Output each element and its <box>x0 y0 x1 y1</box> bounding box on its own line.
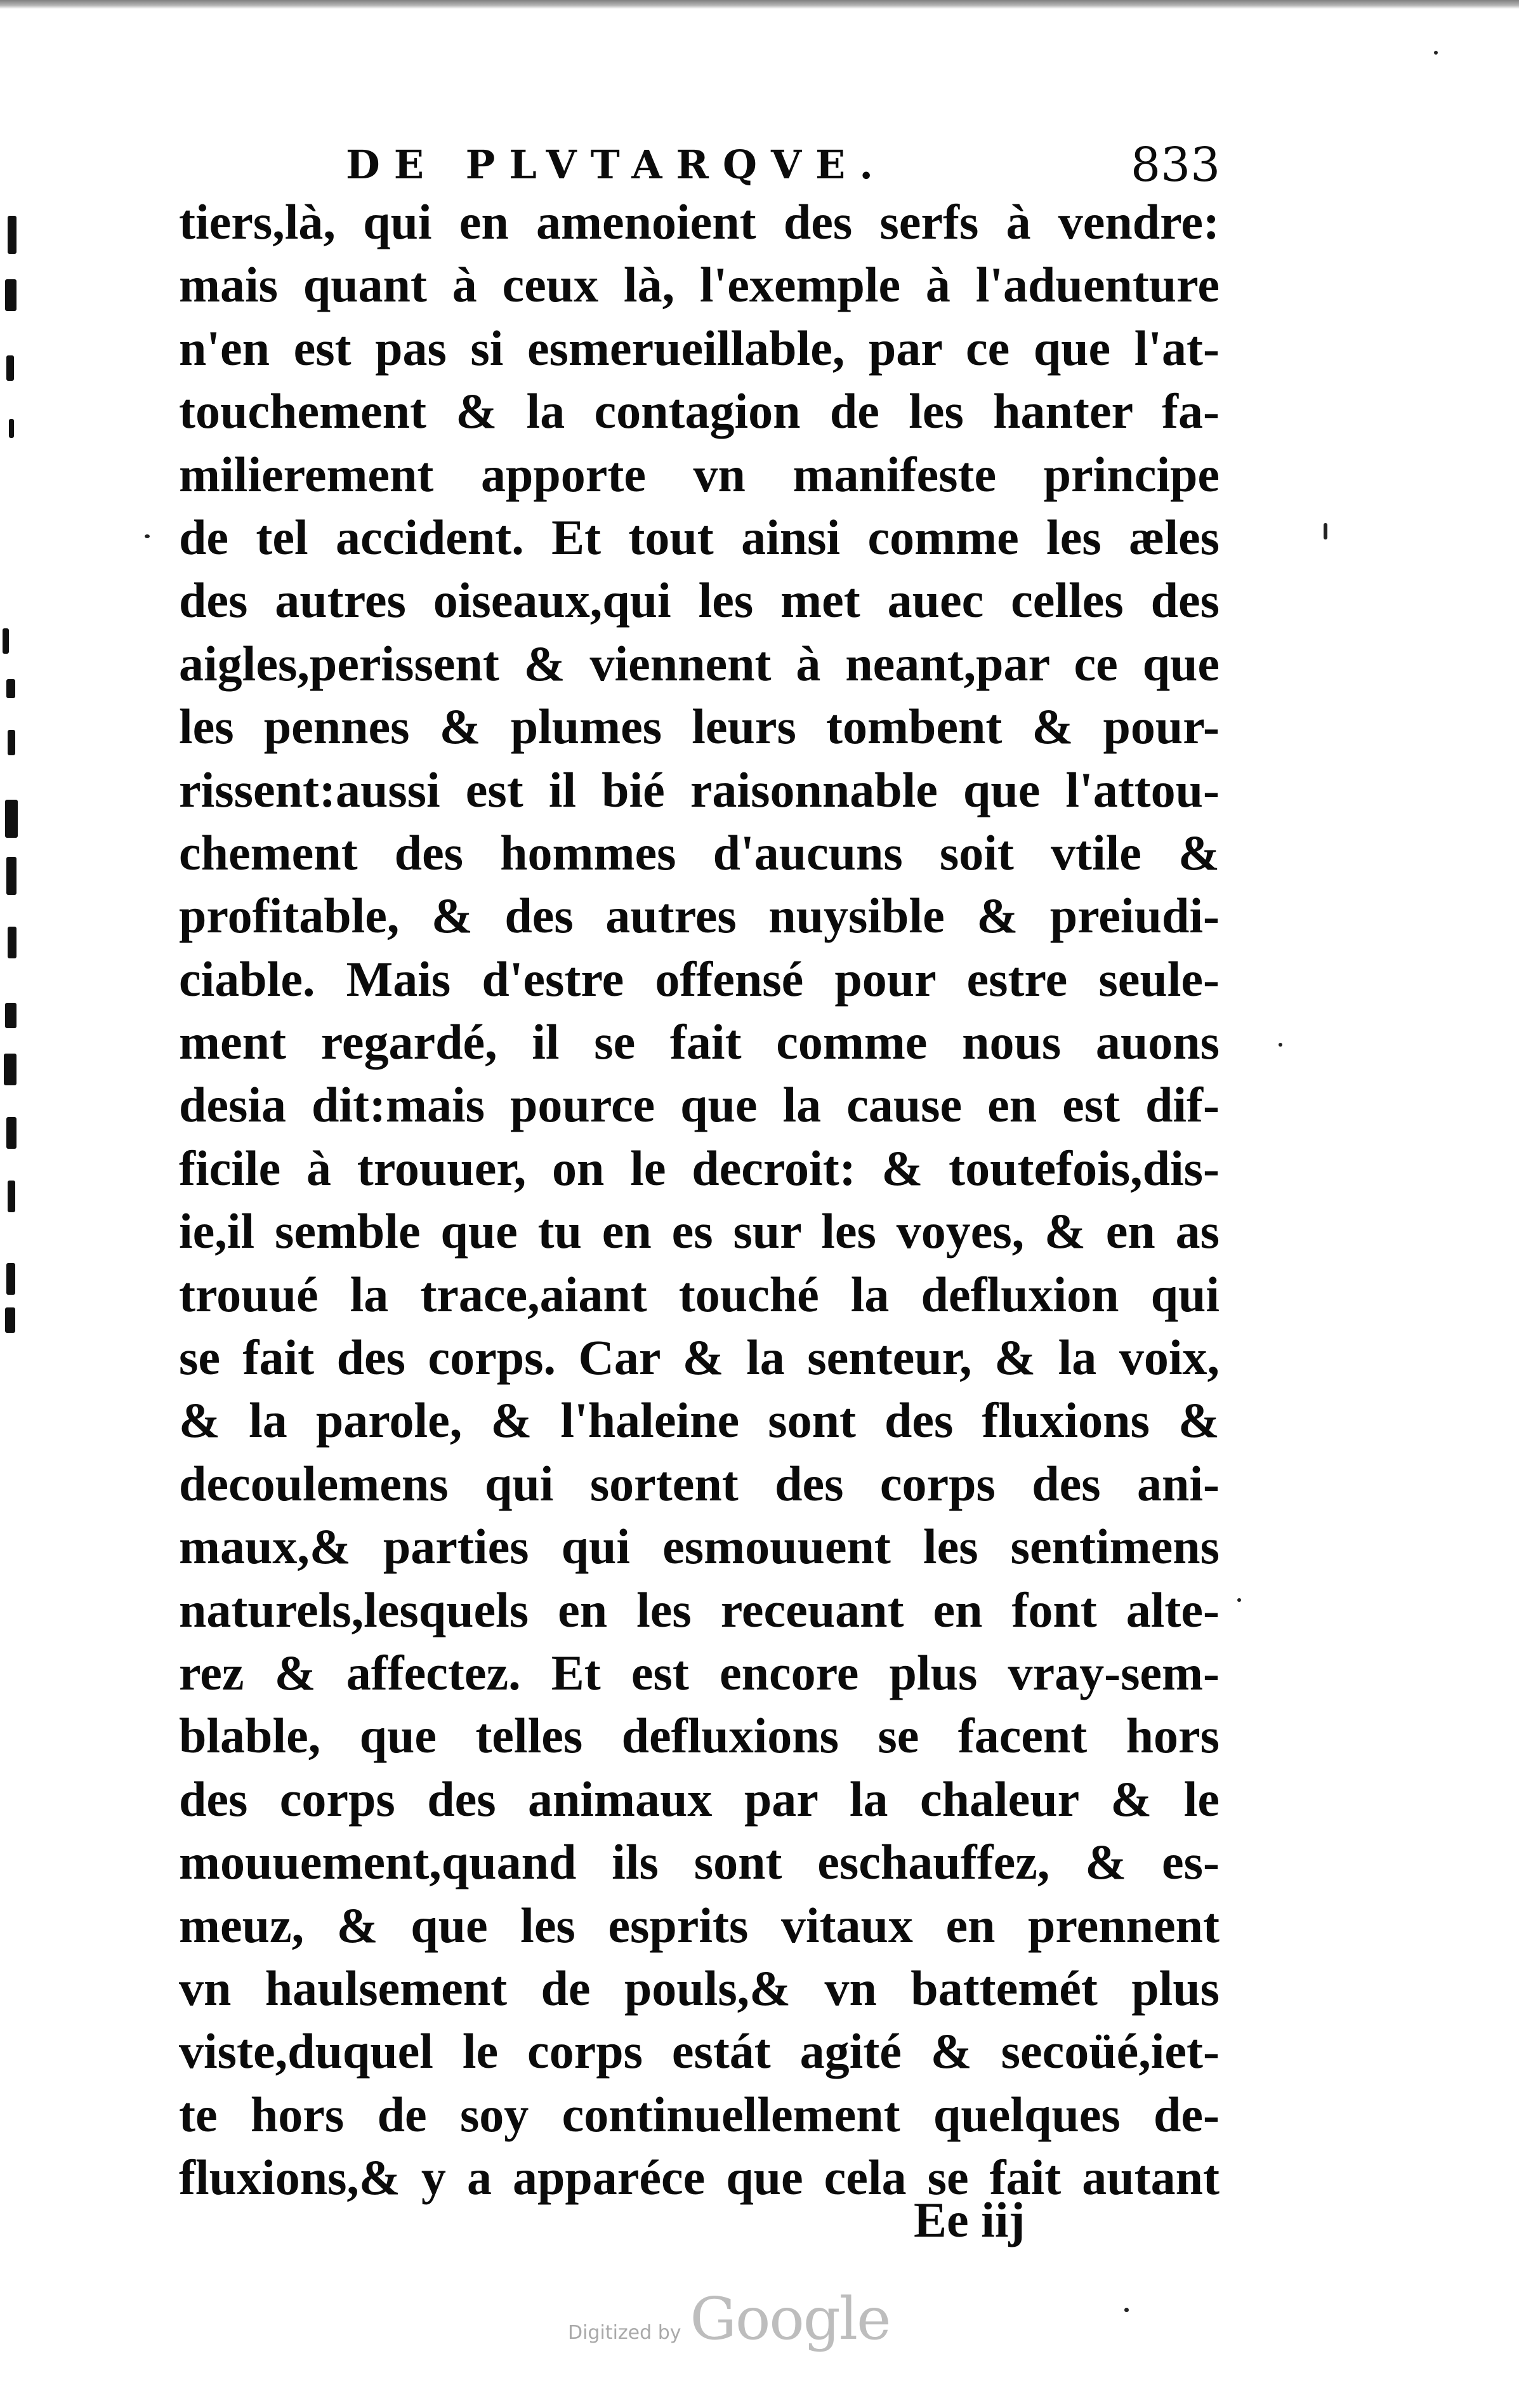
text-line: ment regardé, il se fait comme nous auons <box>179 1014 1220 1070</box>
text-line: rez & affectez. Et est encore plus vray-sem- <box>179 1644 1220 1700</box>
ink-speck <box>1434 51 1438 55</box>
text-line: desia dit:mais pource que la cause en est dif- <box>179 1077 1220 1133</box>
body-text <box>179 190 1220 2209</box>
text-line: des corps des animaux par la chaleur & le <box>179 1771 1220 1827</box>
ink-speck <box>1124 2308 1129 2312</box>
text-line: trouué la trace,aiant touché la defluxion qui <box>179 1266 1220 1322</box>
text-line: ie,il semble que tu en es sur les voyes, & en as <box>179 1203 1220 1259</box>
ink-speck <box>1237 1598 1241 1602</box>
text-line: n'en est pas si esmerueillable, par ce que l'at- <box>179 320 1220 376</box>
text-line: decoulemens qui sortent des corps des ani- <box>179 1455 1220 1511</box>
text-line: aigles,perissent & viennent à neant,par ce que <box>179 635 1220 691</box>
text-line: rissent:aussi est il bié raisonnable que l'attou- <box>179 762 1220 817</box>
text-line: vn haulsement de pouls,& vn battemét plus <box>179 1960 1220 2016</box>
text-line: des autres oiseaux,qui les met auec celles des <box>179 572 1220 628</box>
text-line: les pennes & plumes leurs tombent & pour- <box>179 699 1220 755</box>
digitized-watermark <box>568 2285 890 2361</box>
page-number: 833 <box>1131 138 1221 192</box>
digitized-by-label: Digitized by <box>568 2322 681 2344</box>
google-wordmark-icon: Google <box>690 2285 890 2353</box>
text-line: ficile à trouuer, on le decroit: & toutefois,dis- <box>179 1140 1220 1196</box>
ink-speck <box>1324 523 1327 539</box>
text-line: te hors de soy continuellement quelques de- <box>179 2086 1220 2142</box>
ink-speck <box>145 534 150 538</box>
text-line: de tel accident. Et tout ainsi comme les æles <box>179 509 1220 565</box>
text-line: profitable, & des autres nuysible & preiudi- <box>179 888 1220 944</box>
facing-page-bleed <box>0 0 25 1365</box>
text-line: milierement apporte vn manifeste principe <box>179 446 1220 502</box>
text-line: maux,& parties qui esmouuent les sentimens <box>179 1519 1220 1575</box>
text-line: mais quant à ceux là, l'exemple à l'aduenture <box>179 257 1220 313</box>
text-line: chement des hommes d'aucuns soit vtile & <box>179 824 1220 880</box>
text-line: blable, que telles defluxions se facent hors <box>179 1708 1220 1764</box>
text-line: ciable. Mais d'estre offensé pour estre seule- <box>179 951 1220 1007</box>
text-line: & la parole, & l'haleine sont des fluxions & <box>179 1393 1220 1448</box>
signature-mark: Ee iij <box>914 2192 1025 2247</box>
scan-edge-artifact <box>0 0 1519 9</box>
text-line: viste,duquel le corps estát agité & secoüé,iet- <box>179 2023 1220 2079</box>
ink-speck <box>1279 1043 1282 1047</box>
text-line: mouuement,quand ils sont eschauffez, & es- <box>179 1834 1220 1890</box>
text-line: touchement & la contagion de les hanter fa- <box>179 383 1220 439</box>
text-line: naturels,lesquels en les receuant en font alte- <box>179 1582 1220 1637</box>
text-line: tiers,là, qui en amenoient des serfs à vendre: <box>179 194 1220 249</box>
text-line: fluxions,& y a apparéce que cela se fait autant <box>179 2150 1220 2206</box>
text-line: meuz, & que les esprits vitaux en prennent <box>179 1897 1220 1953</box>
text-line: se fait des corps. Car & la senteur, & la voix, <box>179 1330 1220 1386</box>
running-head: DE PLVTARQVE. <box>346 142 887 188</box>
